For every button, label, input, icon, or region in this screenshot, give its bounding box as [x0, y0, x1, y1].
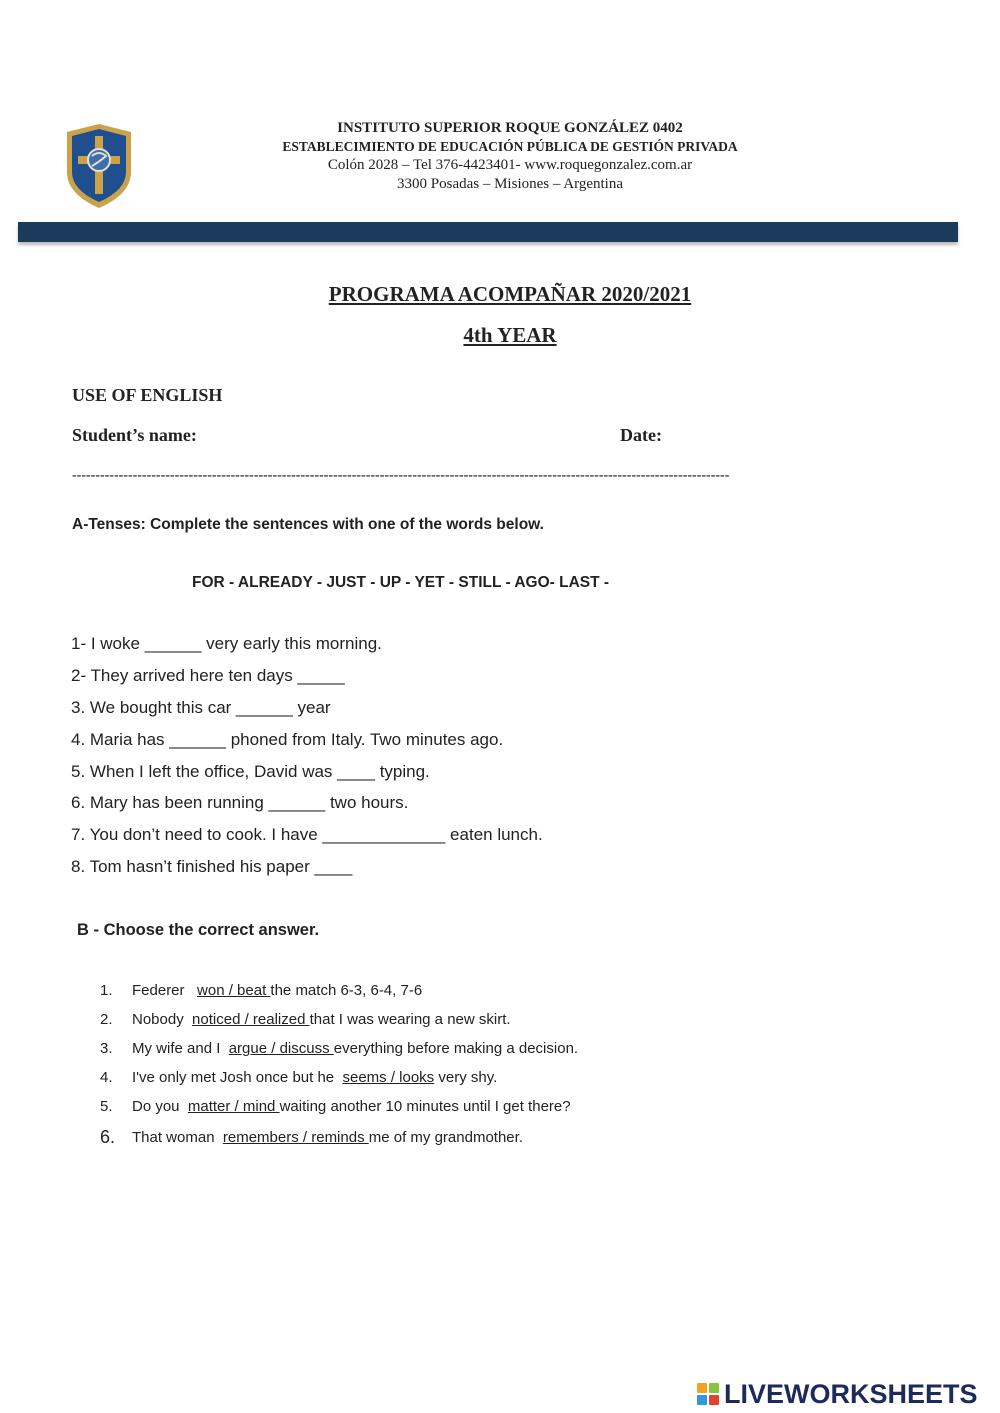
separator-line: ---------------------------------------------------------------------------------------------------------------------------------------------: [72, 468, 730, 483]
sentence-end: everything before making a decision.: [333, 1040, 579, 1057]
sentence-end: the match 6-3, 6-4, 7-6: [270, 982, 423, 999]
sentence-end: that I was wearing a new skirt.: [309, 1011, 511, 1028]
word-bank: FOR - ALREADY - JUST - UP - YET - STILL - AGO- LAST -: [192, 574, 610, 591]
exercise-a-item: 3. We bought this car ______ year: [71, 698, 331, 717]
header-band: [18, 222, 958, 242]
section-label: USE OF ENGLISH: [72, 385, 223, 405]
exercise-b-number: 3.: [100, 1040, 113, 1057]
exercise-a-item: 1- I woke ______ very early this morning.: [71, 634, 382, 653]
sentence-start: Do you: [132, 1098, 188, 1115]
institute-name: INSTITUTO SUPERIOR ROQUE GONZÁLEZ 0402: [337, 120, 683, 136]
program-title: PROGRAMA ACOMPAÑAR 2020/2021: [328, 282, 692, 306]
exercise-a-item: 2- They arrived here ten days _____: [71, 666, 345, 685]
sentence-start: Federer: [132, 982, 198, 999]
sentence-start: Nobody: [132, 1011, 193, 1028]
exercise-a-item: 7. You don’t need to cook. I have _____________ eaten lunch.: [71, 825, 543, 844]
exercise-b-number: 1.: [100, 982, 113, 999]
exercise-b-item: [132, 1040, 578, 1057]
sentence-end: waiting another 10 minutes until I get there?: [279, 1098, 571, 1115]
answer-options[interactable]: argue / discuss: [228, 1040, 334, 1057]
exercise-b-item: [132, 1129, 523, 1146]
exercise-a-item: 8. Tom hasn’t finished his paper ____: [71, 857, 353, 876]
exercise-b-item: [132, 1098, 571, 1115]
liveworksheets-icon: [696, 1382, 720, 1406]
exercise-a-item: 5. When I left the office, David was ____ typing.: [71, 762, 430, 781]
exercise-b-item: [132, 1011, 511, 1028]
address-line: Colón 2028 – Tel 376-4423401- www.roquegonzalez.com.ar: [327, 157, 693, 173]
exercise-b-number: 2.: [100, 1011, 113, 1028]
answer-options[interactable]: seems / looks: [342, 1069, 435, 1086]
answer-options[interactable]: won / beat: [197, 982, 271, 999]
date-label: Date:: [620, 425, 662, 445]
sentence-start: My wife and I: [132, 1040, 229, 1057]
city-line: 3300 Posadas – Misiones – Argentina: [397, 175, 623, 192]
sentence-start: That woman: [132, 1129, 223, 1146]
answer-options[interactable]: noticed / realized: [192, 1011, 310, 1028]
student-name-label: Student’s name:: [72, 425, 197, 445]
exercise-b-number: 5.: [100, 1098, 113, 1115]
exercise-a-item: 4. Maria has ______ phoned from Italy. Two minutes ago.: [71, 730, 504, 749]
exercise-b-item: [132, 1069, 497, 1086]
exercise-b-number: 6.: [100, 1127, 116, 1147]
establishment-type: ESTABLECIMIENTO DE EDUCACIÓN PÚBLICA DE GESTIÓN PRIVADA: [282, 138, 738, 154]
exercise-a-item: 6. Mary has been running ______ two hours.: [71, 793, 409, 812]
exercise-b-item: [132, 982, 422, 999]
section-a-instruction: A-Tenses: Complete the sentences with one of the words below.: [72, 516, 544, 533]
year-title: 4th YEAR: [463, 323, 557, 347]
sentence-end: very shy.: [434, 1069, 498, 1086]
school-crest-logo: [64, 122, 134, 210]
answer-options[interactable]: remembers / reminds: [222, 1129, 369, 1146]
answer-options[interactable]: matter / mind: [187, 1098, 280, 1115]
liveworksheets-wordmark: LIVEWORKSHEETS: [724, 1378, 978, 1409]
sentence-start: I've only met Josh once but he: [132, 1069, 343, 1086]
sentence-end: me of my grandmother.: [368, 1129, 523, 1146]
section-b-instruction: B - Choose the correct answer.: [77, 921, 320, 939]
exercise-b-number: 4.: [100, 1069, 113, 1086]
institution-header: [200, 119, 820, 193]
liveworksheets-brand[interactable]: [696, 1378, 978, 1410]
